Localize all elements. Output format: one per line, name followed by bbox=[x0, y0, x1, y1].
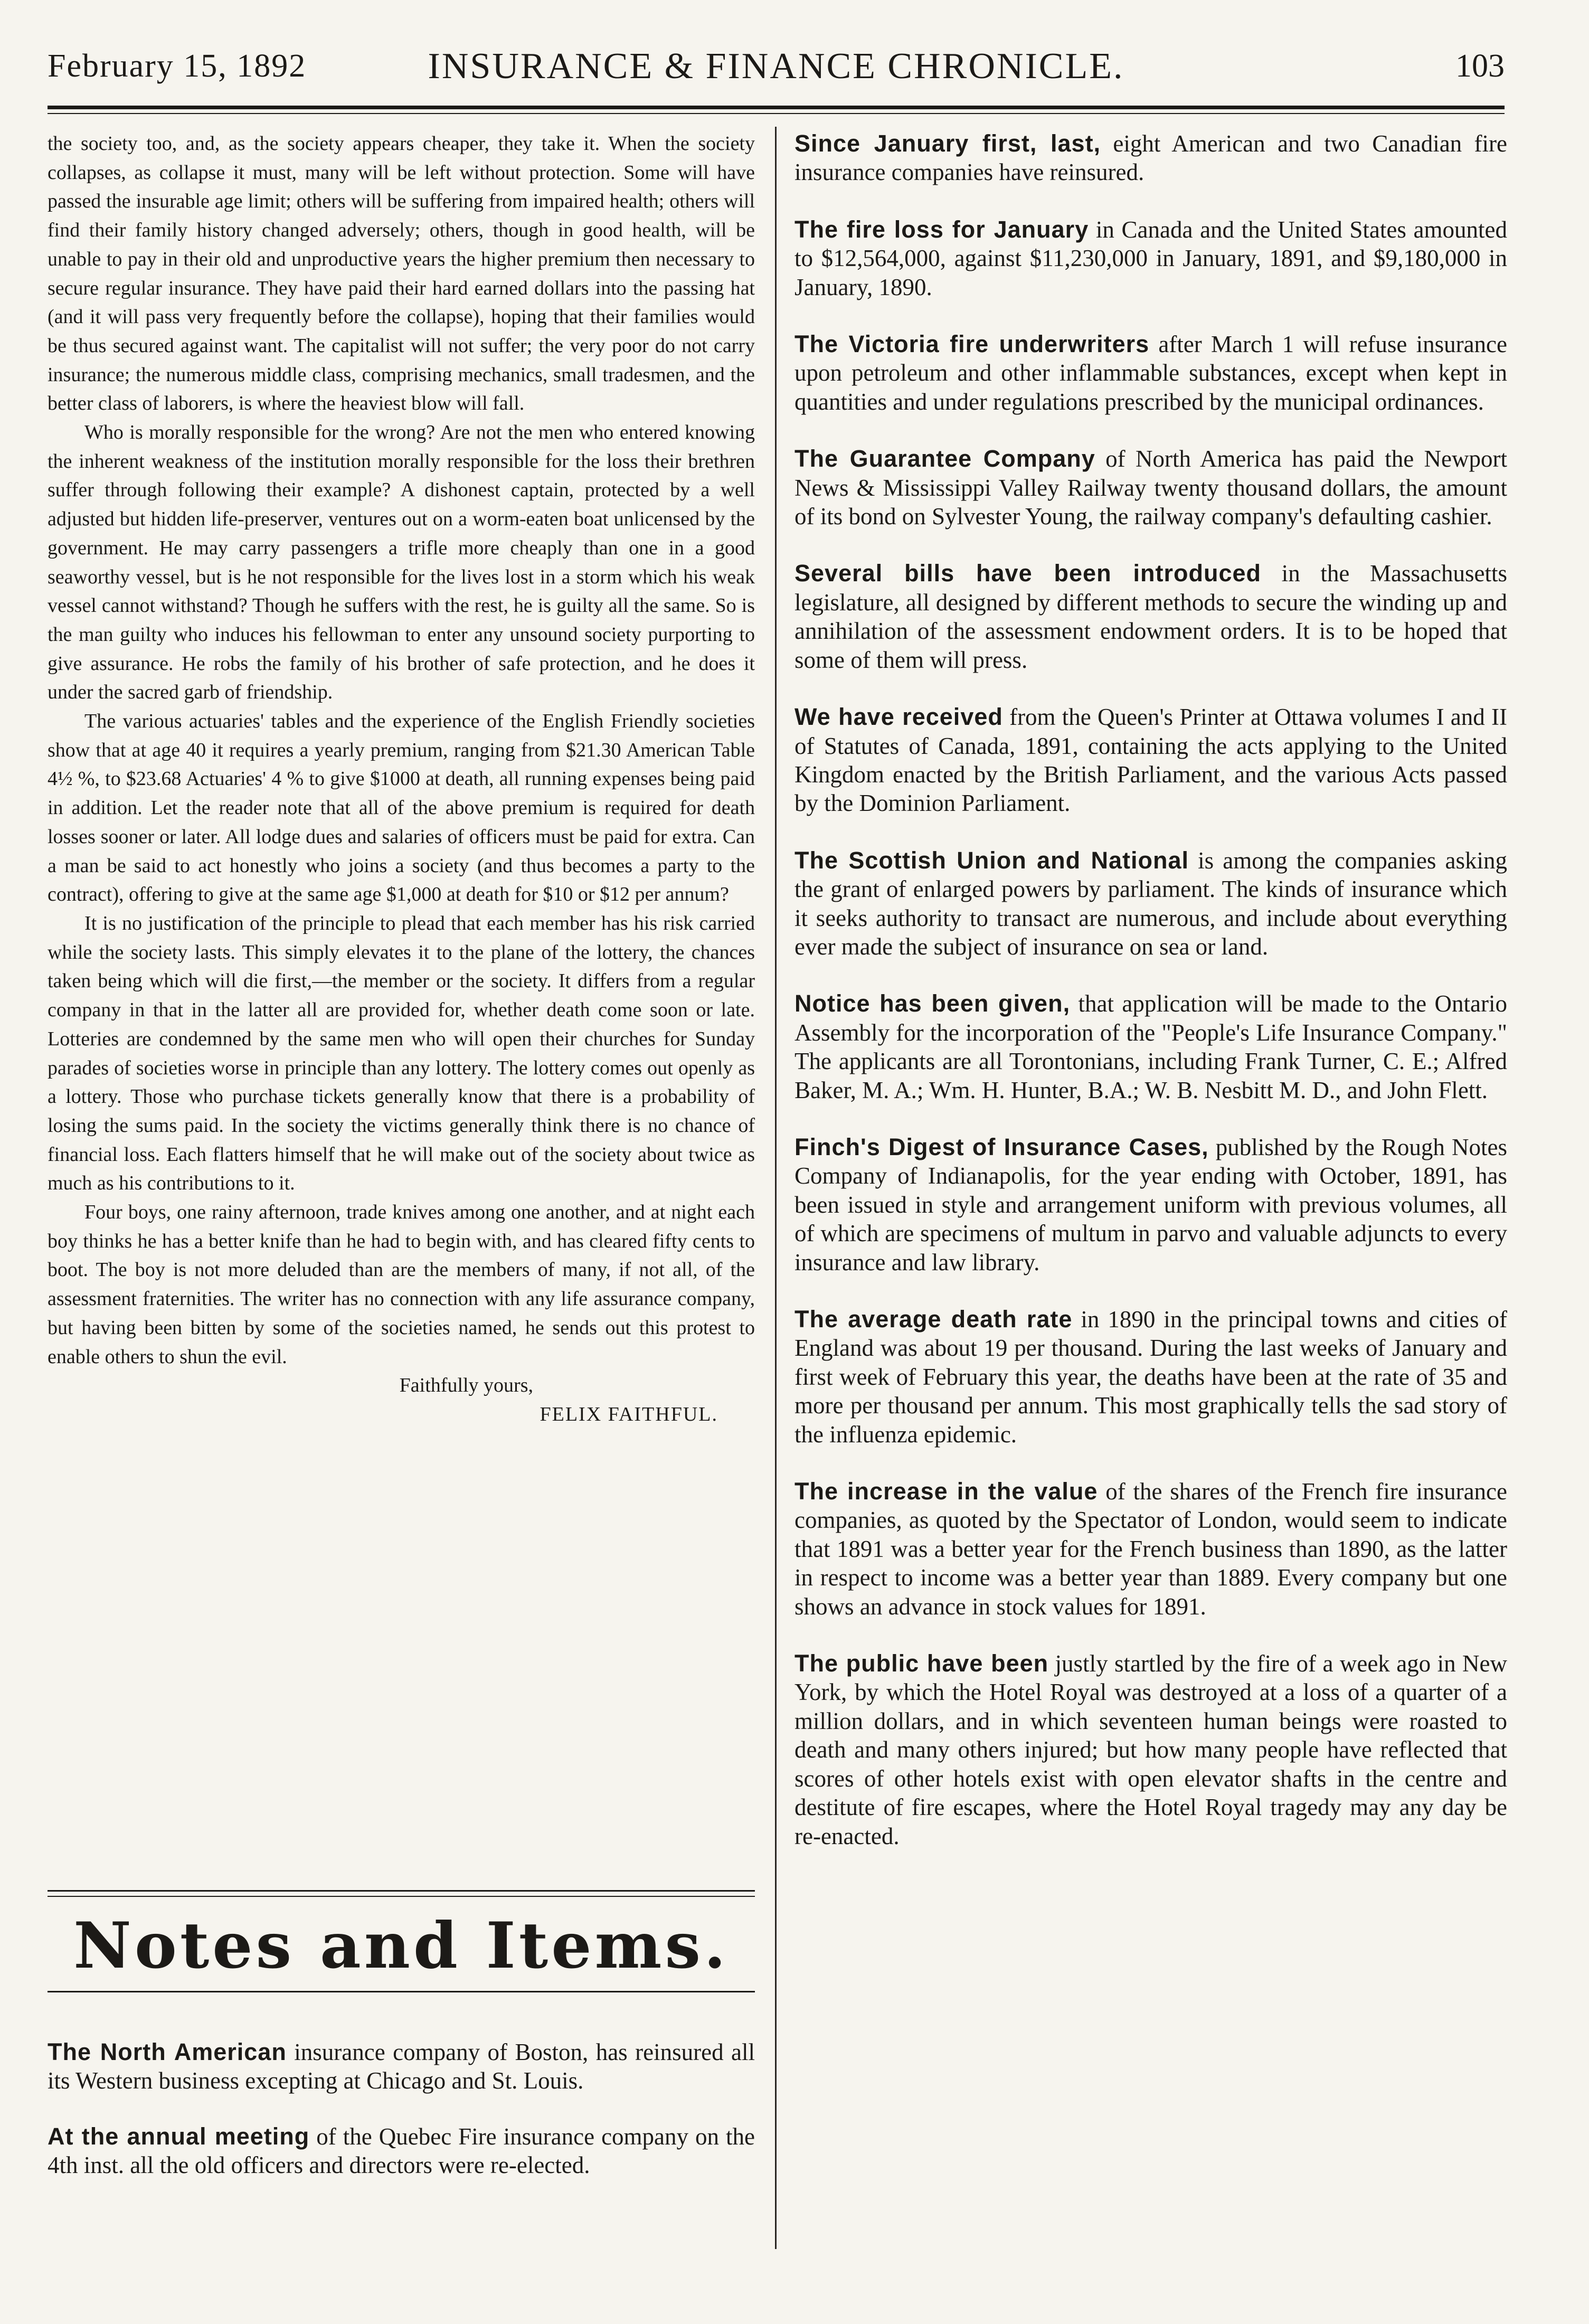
news-item-lead: We have received bbox=[794, 703, 1003, 731]
news-item bbox=[48, 2038, 755, 2095]
news-item-lead: The North American bbox=[48, 2038, 287, 2065]
news-item-text: of the shares of the French fire insurance companies, as quoted by the Spectator of London, would seem to indicate that 1891 was a better year for the French business than 1890, as the latter in respect to income was a better year than 1889. Every company but one shows an advance in stock values for 1891. bbox=[794, 1478, 1507, 1620]
letter-paragraph: It is no justification of the principle to plead that each member has his risk carried while the society lasts. This simply elevates it to the plane of the lottery, the chances taken being which will die first,—the member or the society. It differs from a regular company in that in the latter all are provided for, whether death come soon or late. Lotteries are condemned by the same men who will open their churches for Sunday parades of societies worse in principle than any lottery. The lottery comes out openly as a lottery. Those who purchase tickets generally know that there is a probability of losing the sums paid. In the society the victims generally think there is no chance of financial loss. Each flatters himself that he will make out of the society about twice as much as his contributions to it. bbox=[48, 912, 755, 1195]
letter-closing: Faithfully yours, bbox=[399, 1374, 533, 1397]
section-rule bbox=[48, 1890, 755, 1892]
news-item-lead: The increase in the value bbox=[794, 1478, 1098, 1505]
right-column bbox=[794, 129, 1507, 1879]
news-item-lead: Finch's Digest of Insurance Cases, bbox=[794, 1133, 1209, 1160]
news-item-text: eight American and two Canadian fire insurance companies have reinsured. bbox=[794, 130, 1507, 186]
news-item-text: of North America has paid the Newport News & Mississippi Valley Railway twenty thousand dollars, the amount of its bond on Sylvester Young, the railway company's defaulting cashier. bbox=[794, 446, 1507, 530]
news-item-lead: The Guarantee Company bbox=[794, 445, 1095, 473]
news-item-lead: The fire loss for January bbox=[794, 215, 1089, 243]
news-item-lead: Notice has been given, bbox=[794, 990, 1071, 1017]
notes-section-title: Notes and Items. bbox=[73, 1909, 729, 1983]
news-item bbox=[794, 445, 1507, 531]
news-item-lead: Several bills have been introduced bbox=[794, 560, 1261, 587]
news-item bbox=[794, 1133, 1507, 1277]
news-item bbox=[794, 129, 1507, 187]
news-item-text: published by the Rough Notes Company of Indianapolis, for the year ending with October, 1891, has been issued in style and arrangement uniform with previous volumes, all of which are specimens of multum in parvo and valuable adjuncts to every insurance and law library. bbox=[794, 1133, 1507, 1276]
letter-paragraph: Four boys, one rainy afternoon, trade knives among one another, and at night each boy thinks he has a better knife than he had to begin with, and has cleared fifty cents to boot. The boy is not more deluded than are the members of many, if not all, of the assessment fraternities. The writer has no connection with any life assurance company, but having been bitten by some of the societies named, he sends out this protest to enable others to shun the evil. bbox=[48, 1201, 755, 1368]
news-item bbox=[794, 703, 1507, 818]
news-item-text: that application will be made to the Ontario Assembly for the incorporation of the "People's Life Insurance Company." The applicants are all Torontonians, including Frank Turner, C. E.; Alfred Baker, M. A.; Wm. H. Hunter, B.A.; W. B. Nesbitt M. D., and John Flett. bbox=[794, 990, 1507, 1103]
news-item-text: insurance company of Boston, has reinsured all its Western business excepting at Chicago and St. Louis. bbox=[48, 2039, 755, 2094]
news-item-lead: Since January first, last, bbox=[794, 130, 1101, 157]
news-item-text: in 1890 in the principal towns and cities of England was about 19 per thousand. During the last weeks of January and first week of February this year, the deaths have been at the rate of 35 and more per thousand per annum. This most graphically tells the sad story of the influenza epidemic. bbox=[794, 1306, 1508, 1448]
column-separator bbox=[775, 127, 777, 2249]
header-rule-thick bbox=[48, 106, 1505, 109]
news-item-text: of the Quebec Fire insurance company on the 4th inst. all the old officers and directors were re-elected. bbox=[48, 2123, 755, 2178]
news-item-text: justly startled by the fire of a week ago in New York, by which the Hotel Royal was destroyed at a loss of a quarter of a million dollars, and in which seventeen human beings were roasted to death and many others injured; but how many people have reflected that scores of other hotels exist with open elevator shafts in the centre and destitute of fire escapes, where the Hotel Royal tragedy may any day be re-enacted. bbox=[794, 1650, 1507, 1849]
left-column bbox=[48, 129, 755, 1429]
news-item-text: in Canada and the United States amounted to $12,564,000, against $11,230,000 in January, 1891, and $9,180,000 in January, 1890. bbox=[794, 216, 1507, 300]
page-number: 103 bbox=[1455, 48, 1505, 84]
news-item-lead: The Victoria fire underwriters bbox=[794, 330, 1150, 358]
header-date: February 15, 1892 bbox=[48, 48, 307, 84]
news-item bbox=[794, 1649, 1507, 1850]
news-item-lead: At the annual meeting bbox=[48, 2123, 310, 2150]
news-item-lead: The average death rate bbox=[794, 1306, 1073, 1333]
section-rule bbox=[48, 1896, 755, 1897]
header-rule-thin bbox=[48, 113, 1505, 114]
news-item bbox=[794, 989, 1507, 1104]
news-item-text: after March 1 will refuse insurance upon petroleum and other inflammable substances, except when kept in quantities and under regulations prescribed by the municipal ordinances. bbox=[794, 331, 1508, 415]
news-item bbox=[794, 1477, 1507, 1621]
news-item-text: from the Queen's Printer at Ottawa volumes I and II of Statutes of Canada, 1891, containing the acts applying to the United Kingdom enacted by the British Parliament, and the various Acts passed by the Dominion Parliament. bbox=[794, 704, 1507, 817]
letter-paragraph: The various actuaries' tables and the experience of the English Friendly societies show that at age 40 it requires a yearly premium, ranging from $21.30 American Table 4½ %, to $23.68 Actuaries' 4 % to give $1000 at death, all running expenses being paid in addition. Let the reader note that all of the above premium is required for death losses sooner or later. All lodge dues and salaries of officers must be paid for extra. Can a man be said to act honestly who joins a society (and thus becomes a party to the contract), offering to give at the same age $1,000 at death for $10 or $12 per annum? bbox=[48, 710, 755, 906]
news-item-lead: The Scottish Union and National bbox=[794, 846, 1189, 874]
letter-paragraph: Who is morally responsible for the wrong? Are not the men who entered knowing the inherent weakness of the institution morally responsible for the loss their brethren suffer through following their example? A dishonest captain, protected by a well adjusted but hidden life-preserver, ventures out on a worm-eaten boat unlicensed by the government. He may carry passengers a trifle more cheaply than one in a good seaworthy vessel, but is he not responsible for the lives lost in a storm which his weak vessel cannot withstand? Though he suffers with the rest, he is guilty all the same. So is the man guilty who induces his fellowman to enter any unsound society purporting to give assurance. He robs the family of his brother of safe protection, and he does it under the sacred garb of friendship. bbox=[48, 421, 755, 704]
page-header bbox=[48, 42, 1505, 100]
news-item-text: is among the companies asking the grant of enlarged powers by parliament. The kinds of insurance which it seeks authority to transact are numerous, and include about everything ever made the subject of insurance on sea or land. bbox=[794, 847, 1507, 960]
news-item bbox=[794, 215, 1507, 301]
notes-items-left bbox=[48, 2038, 755, 2207]
notes-section-header bbox=[48, 1890, 755, 1992]
news-item bbox=[794, 846, 1507, 961]
news-item bbox=[48, 2122, 755, 2179]
news-item-text: in the Massachusetts legislature, all designed by different methods to secure the winding up and annihilation of the assessment endowment orders. It is to be hoped that some of them will press. bbox=[794, 560, 1507, 673]
news-item bbox=[794, 330, 1507, 416]
news-item bbox=[794, 559, 1507, 674]
letter-paragraph: the society too, and, as the society appears cheaper, they take it. When the society collapses, as collapse it must, many will be left without protection. Some will have passed the insurable age limit; others will be suffering from impaired health; others will find their family history changed adversely; others, though in good health, will be unable to pay in their old and unproductive years the higher premium then necessary to secure regular insurance. They have paid their hard earned dollars into the passing hat (and it will pass very frequently before the collapse), hoping that their families would be thus secured against want. The capitalist will not suffer; the very poor do not carry insurance; the numerous middle class, comprising mechanics, small tradesmen, and the better class of laborers, is where the heaviest blow will fall. bbox=[48, 133, 755, 415]
news-item-lead: The public have been bbox=[794, 1650, 1049, 1677]
header-title: INSURANCE & FINANCE CHRONICLE. bbox=[428, 46, 1124, 87]
news-item bbox=[794, 1305, 1507, 1449]
section-rule bbox=[48, 1991, 755, 1992]
letter-signature: FELIX FAITHFUL. bbox=[540, 1403, 718, 1425]
